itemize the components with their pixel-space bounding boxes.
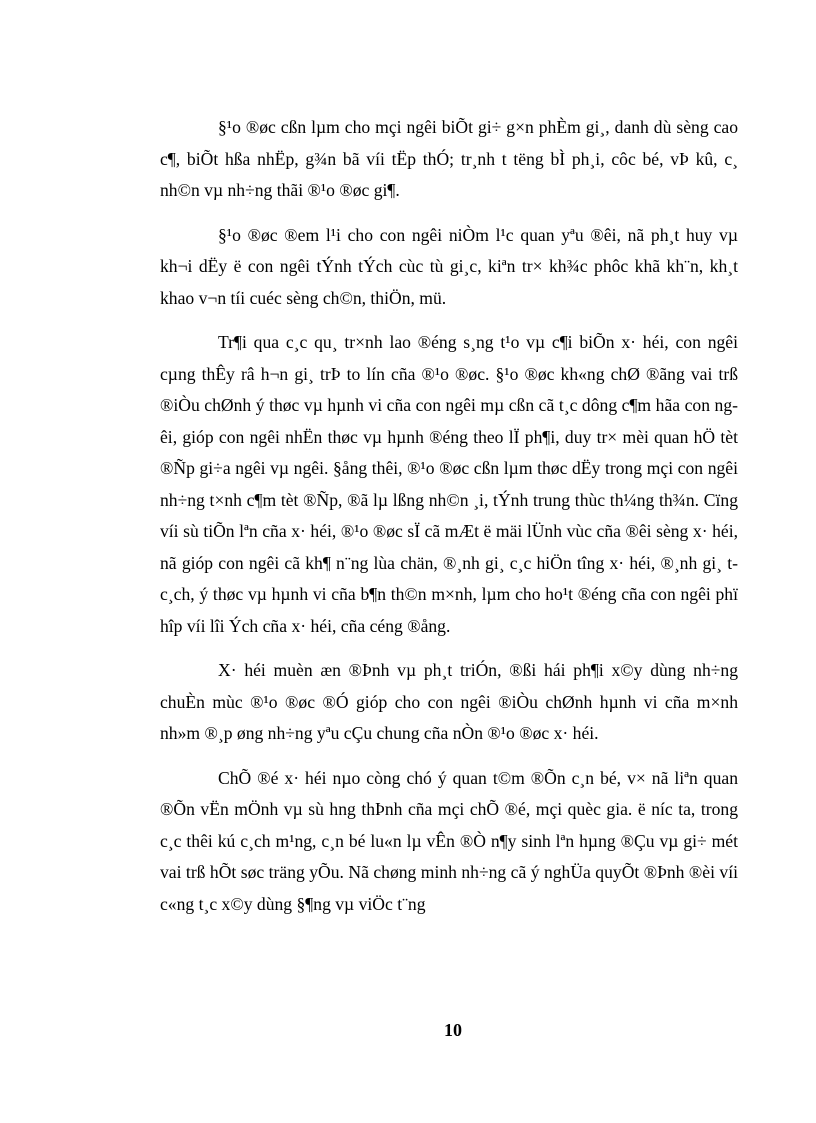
paragraph-4: X· héi muèn æn ®Þnh vµ ph¸t triÓn, ®ßi hái ph¶i x©y dùng nh÷ng chuÈn mùc ®¹o ®øc ®Ó gióp cho con ngêi ®iÒu chØnh hµnh vi cña m×nh nh»m ®¸p øng nh÷ng yªu cÇu chung cña nÒn ®¹o ®øc x· héi. xyxy=(160,660,738,743)
page-number: 10 xyxy=(444,1020,462,1040)
paragraph-5: ChÕ ®é x· héi nµo còng chó ý quan t©m ®Õn c¸n bé, v× nã liªn quan ®Õn vËn mÖnh vµ sù hng thÞnh cña mçi chÕ ®é, mçi quèc gia. ë níc ta, trong c¸c thêi kú c¸ch m¹ng, c¸n bé lu«n lµ vÊn ®Ò n¶y sinh lªn hµng ®Çu vµ gi÷ mét vai trß hÕt søc träng yÕu. Nã chøng minh nh÷ng cã ý nghÜa quyÕt ®Þnh ®èi víi c«ng t¸c x©y dùng §¶ng vµ viÖc t¨ng xyxy=(160,767,738,914)
body-text xyxy=(160,112,738,933)
paragraph-2: §¹o ®øc ®em l¹i cho con ngêi niÒm l¹c quan yªu ®êi, nã ph¸t huy vµ kh¬i dËy ë con ngêi tÝnh tÝch cùc tù gi¸c, kiªn tr× kh¾c phôc khã kh¨n, kh¸t khao v¬n tíi cuéc sèng ch©n, thiÖn, mü. xyxy=(160,224,738,308)
paragraph-1: §¹o ®øc cßn lµm cho mçi ngêi biÕt gi÷ g×n phÈm gi¸, danh dù sèng cao c¶, biÕt hßa nhËp, g¾n bã víi tËp thÓ; tr¸nh t tëng bÌ ph¸i, côc bé, vÞ kû, c¸ nh©n vµ nh÷ng thãi ®¹o ®øc gi¶. xyxy=(160,117,738,200)
paragraph-3: Tr¶i qua c¸c qu¸ tr×nh lao ®éng s¸ng t¹o vµ c¶i biÕn x· héi, con ngêi cµng thÊy râ h¬n gi¸ trÞ to lín cña ®¹o ®øc. §¹o ®øc kh«ng chØ ®ãng vai trß ®iÒu chØnh ý thøc vµ hµnh vi cña con ngêi mµ cßn cã t¸c dông c¶m hãa con ngêi, gióp con ngêi nhËn thøc vµ hµnh ®éng theo lÏ ph¶i, duy tr× mèi quan hÖ tèt ®Ñp gi÷a ngêi vµ ngêi. §ång thêi, ®¹o ®øc cßn lµm thøc dËy trong mçi con ngêi nh÷ng t×nh c¶m tèt ®Ñp, ®ã lµ lßng nh©n ¸i, tÝnh trung thùc th¼ng th¾n. Cïng víi sù tiÕn lªn cña x· héi, ®¹o ®øc sÏ cã mÆt ë mäi lÜnh vùc cña ®êi sèng x· héi, nã gióp con ngêi cã kh¶ n¨ng lùa chän, ®¸nh gi¸ c¸c hiÖn tîng x· héi, ®¸nh gi¸ t c¸ch, ý thøc vµ hµnh vi cña b¶n th©n m×nh, lµm cho ho¹t ®éng cña con ngêi phï hîp víi lîi Ých cña x· héi, cña céng ®ång. xyxy=(160,332,738,636)
